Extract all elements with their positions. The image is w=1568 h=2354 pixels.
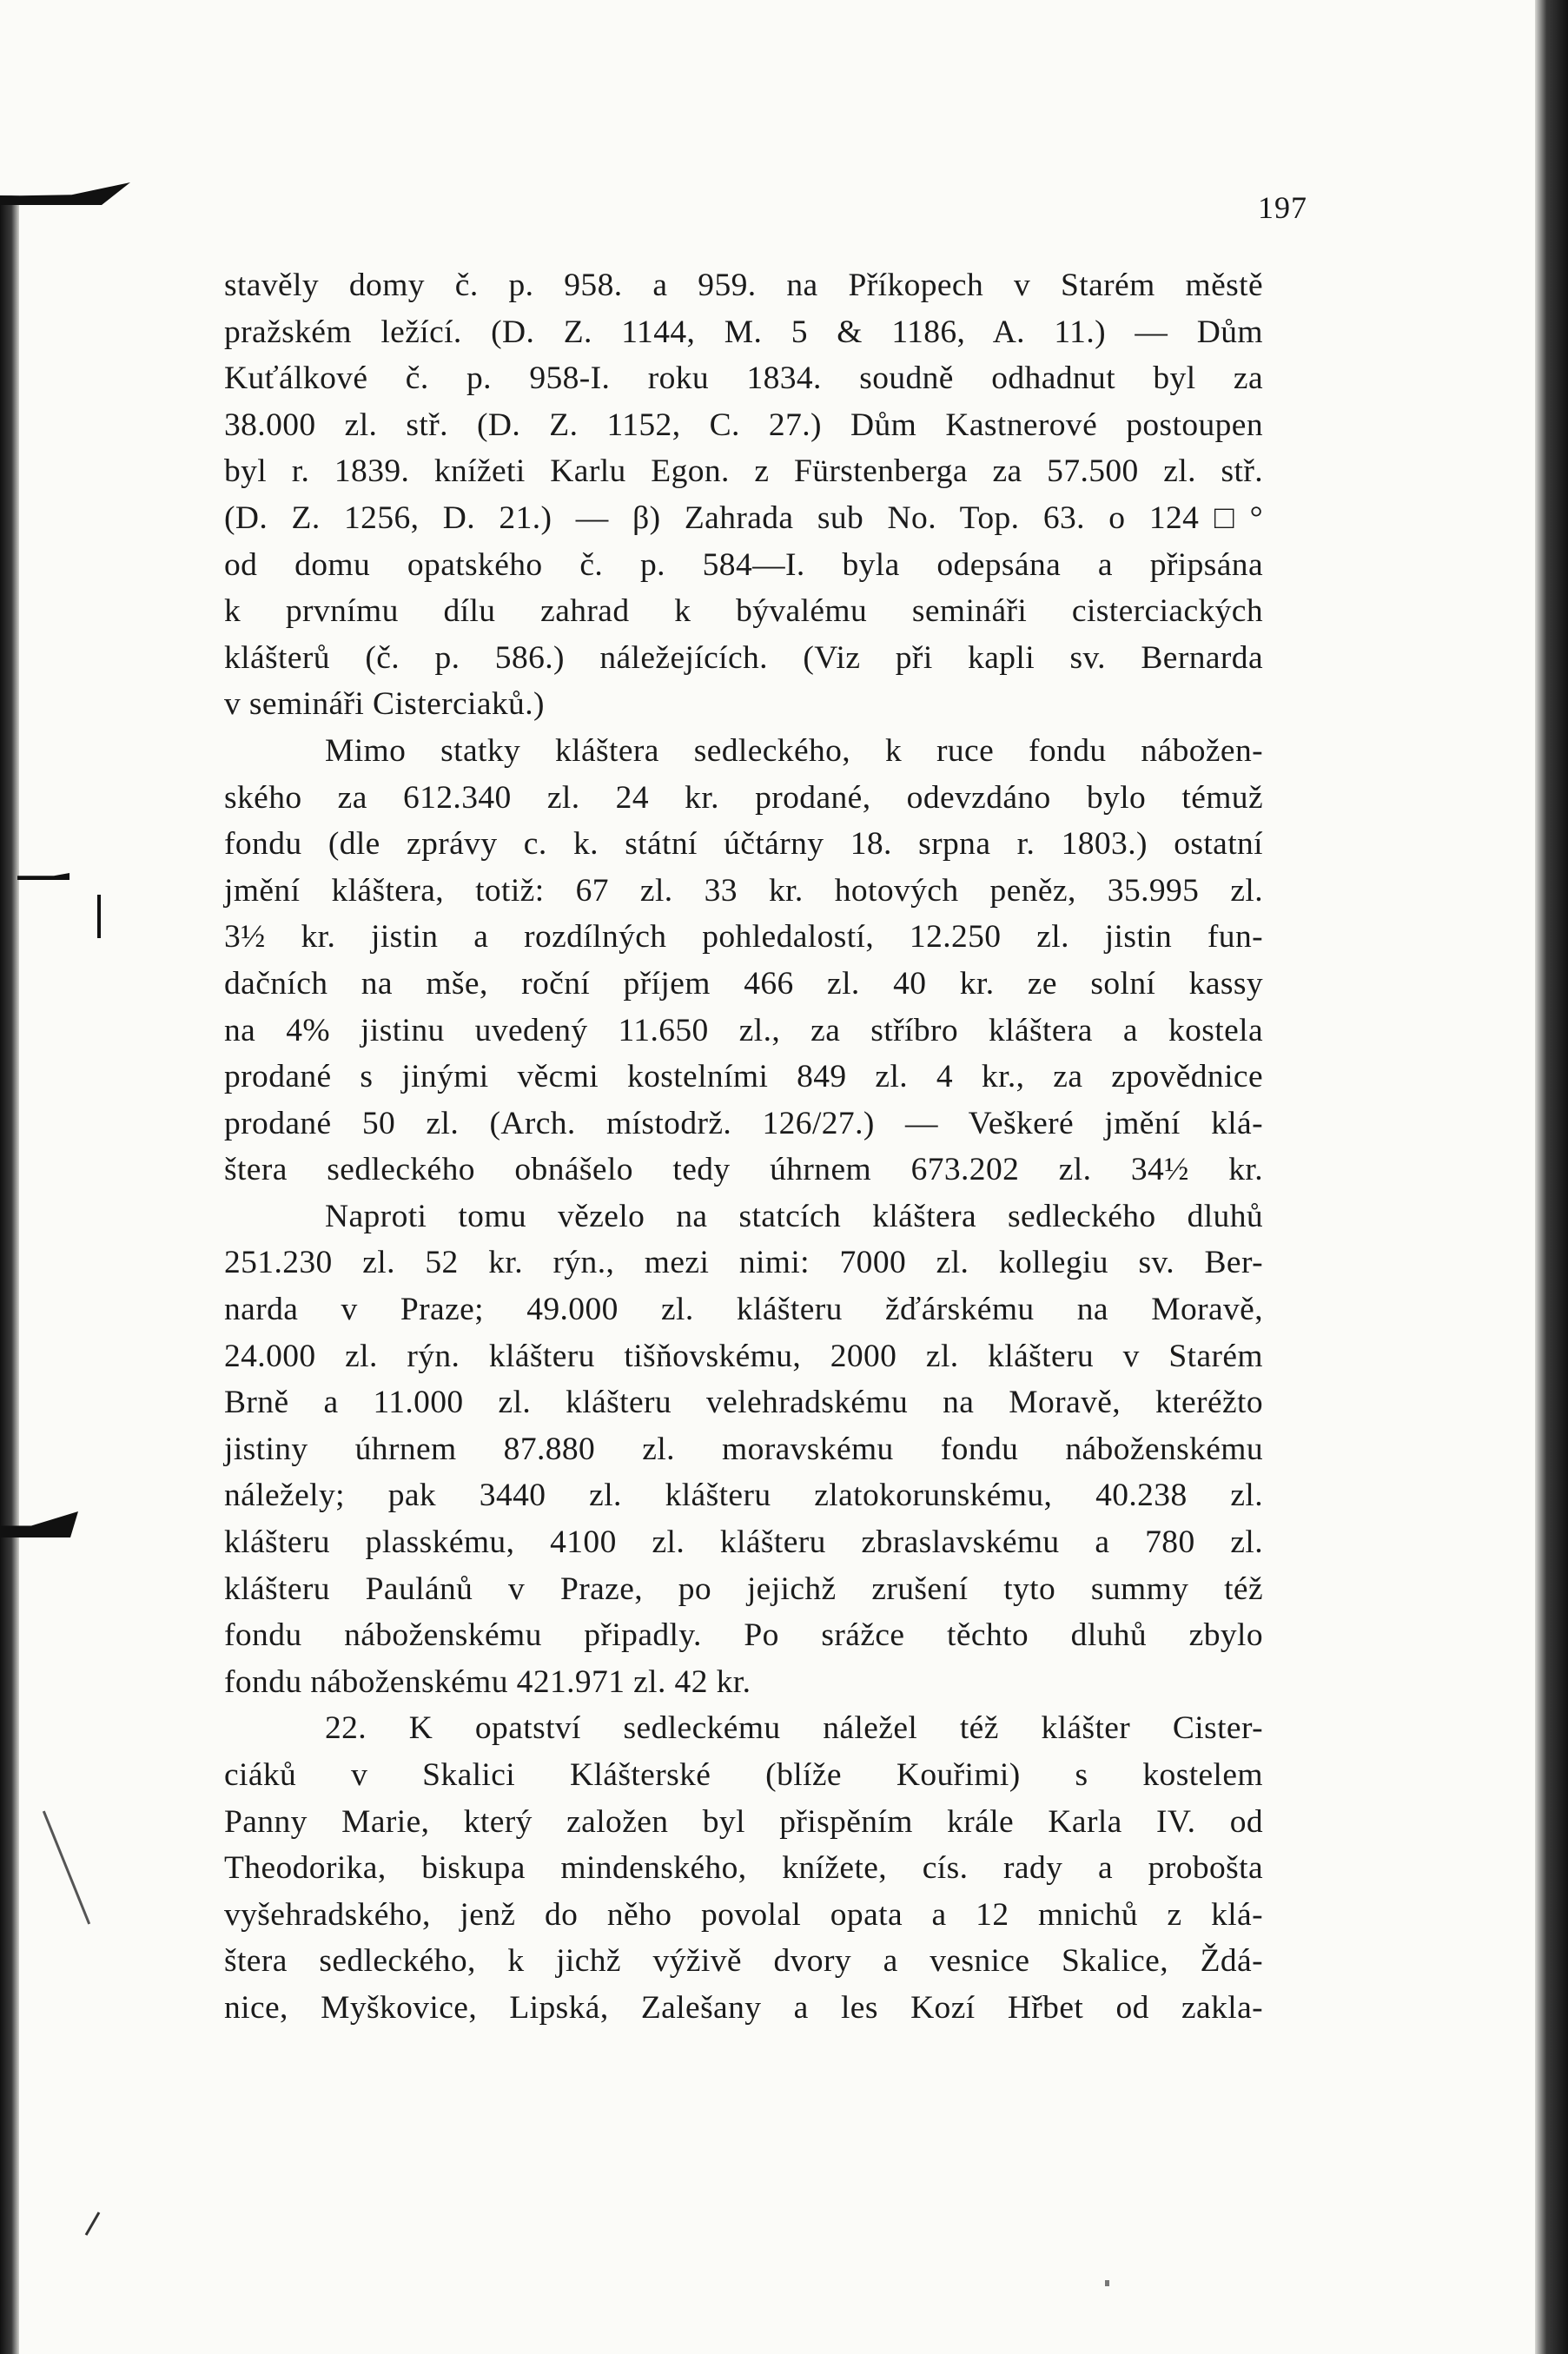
text-line: dačních na mše, roční příjem 466 zl. 40 kr. ze solní kassy: [224, 965, 1263, 1002]
text-line: byl r. 1839. knížeti Karlu Egon. z Fürstenberga za 57.500 zl. stř.: [224, 453, 1263, 490]
body-text: [224, 262, 1263, 2032]
text-line: vyšehradského, jenž do něho povolal opata a 12 mnichů z klá-: [224, 1896, 1263, 1933]
text-line: Mimo statky kláštera sedleckého, k ruce fondu nábožen-: [325, 732, 1263, 769]
text-line: jistiny úhrnem 87.880 zl. moravskému fondu náboženskému: [224, 1431, 1263, 1467]
text-line: prodané s jinými věcmi kostelními 849 zl. 4 kr., za zpovědnice: [224, 1059, 1263, 1095]
scan-artifact-mark: [43, 1811, 90, 1925]
scan-artifact-mark: [97, 895, 101, 938]
text-line: nice, Myškovice, Lipská, Zalešany a les Kozí Hřbet od zakla-: [224, 1989, 1263, 2026]
text-line: 24.000 zl. rýn. klášteru tišňovskému, 2000 zl. klášteru v Starém: [224, 1338, 1263, 1374]
text-line: fondu (dle zprávy c. k. státní účtárny 18. srpna r. 1803.) ostatní: [224, 826, 1263, 863]
text-line: jmění kláštera, totiž: 67 zl. 33 kr. hotových peněz, 35.995 zl.: [224, 872, 1263, 909]
text-line: klášteru plasskému, 4100 zl. klášteru zbraslavskému a 780 zl.: [224, 1524, 1263, 1561]
text-line: Brně a 11.000 zl. klášteru velehradskému na Moravě, kteréžto: [224, 1385, 1263, 1421]
text-line: v semináři Cisterciaků.): [224, 686, 545, 723]
text-line: náležely; pak 3440 zl. klášteru zlatokorunskému, 40.238 zl.: [224, 1478, 1263, 1514]
text-line: prodané 50 zl. (Arch. místodrž. 126/27.) — Veškeré jmění klá-: [224, 1105, 1263, 1141]
text-line: 3½ kr. jistin a rozdílných pohledalostí, 12.250 zl. jistin fun-: [224, 919, 1263, 955]
text-line: (D. Z. 1256, D. 21.) — β) Zahrada sub No. Top. 63. o 124□°: [224, 499, 1263, 536]
scan-artifact-mark: [17, 873, 69, 880]
text-line: štera sedleckého obnášelo tedy úhrnem 673.202 zl. 34½ kr.: [224, 1152, 1263, 1188]
page-number: 197: [1258, 190, 1307, 225]
scan-border-right: [1535, 0, 1568, 2354]
text-line: klášteru Paulánů v Praze, po jejichž zrušení tyto summy též: [224, 1570, 1263, 1607]
text-line: Panny Marie, který založen byl přispěním krále Karla IV. od: [224, 1803, 1263, 1840]
text-line: pražském ležící. (D. Z. 1144, M. 5 & 1186, A. 11.) — Dům: [224, 314, 1263, 350]
text-line: 22. K opatství sedleckému náležel též klášter Cister-: [325, 1710, 1263, 1747]
text-line: narda v Praze; 49.000 zl. klášteru žďárskému na Moravě,: [224, 1292, 1263, 1328]
text-line: od domu opatského č. p. 584—I. byla odepsána a připsána: [224, 546, 1263, 583]
text-line: ciáků v Skalici Klášterské (blíže Kouřimi) s kostelem: [224, 1757, 1263, 1793]
text-line: Kuťálkové č. p. 958-I. roku 1834. soudně odhadnut byl za: [224, 360, 1263, 397]
text-line: klášterů (č. p. 586.) náležejících. (Viz při kapli sv. Bernarda: [224, 639, 1263, 676]
text-line: k prvnímu dílu zahrad k bývalému semináři cisterciackých: [224, 593, 1263, 630]
scan-border-left: [0, 195, 19, 2354]
text-line: Naproti tomu vězelo na statcích kláštera sedleckého dluhů: [325, 1198, 1263, 1234]
scan-artifact-mark: [0, 182, 130, 205]
text-line: 251.230 zl. 52 kr. rýn., mezi nimi: 7000 zl. kollegiu sv. Ber-: [224, 1245, 1263, 1281]
text-line: ského za 612.340 zl. 24 kr. prodané, odevzdáno bylo témuž: [224, 779, 1263, 816]
scan-artifact-mark: [1105, 2280, 1109, 2286]
text-line: stavěly domy č. p. 958. a 959. na Příkopech v Starém městě: [224, 268, 1263, 303]
text-line: Theodorika, biskupa mindenského, knížete, cís. rady a probošta: [224, 1850, 1263, 1887]
text-line: na 4% jistinu uvedený 11.650 zl., za stříbro kláštera a kostela: [224, 1012, 1263, 1048]
scan-artifact-mark: [85, 2212, 101, 2235]
text-line: fondu náboženskému připadly. Po srážce těchto dluhů zbylo: [224, 1617, 1263, 1654]
text-line: 38.000 zl. stř. (D. Z. 1152, C. 27.) Dům Kastnerové postoupen: [224, 407, 1263, 443]
text-line: štera sedleckého, k jichž výživě dvory a vesnice Skalice, Ždá-: [224, 1943, 1263, 1980]
text-line: fondu náboženskému 421.971 zl. 42 kr.: [224, 1663, 751, 1700]
